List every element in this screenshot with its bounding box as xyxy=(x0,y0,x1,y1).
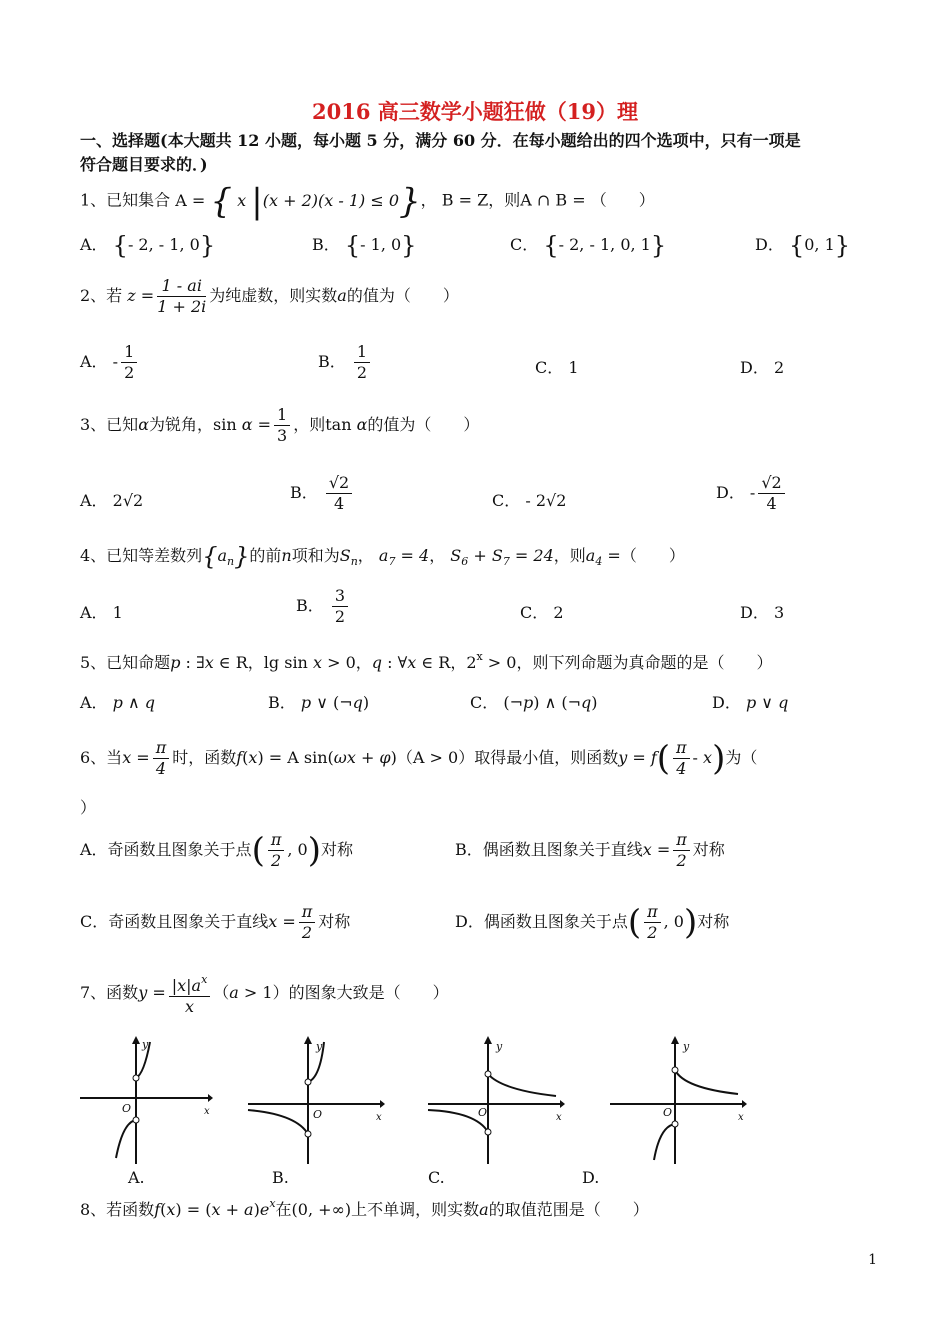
svg-text:O: O xyxy=(313,1108,323,1121)
q2-option-c: C． 1 xyxy=(535,358,579,377)
question-4: 4、已知等差数列$\{a_n\}$的前n项和为$S_n$， $a_7 = 4$， $S_6 + S_7 = 24$，则$a_4$ =（ ） xyxy=(80,542,685,571)
svg-text:y: y xyxy=(316,1040,323,1053)
q3-option-a: A． 2√2 xyxy=(80,491,144,510)
q2-option-b: B． $\frac{1}{2}$ xyxy=(318,342,373,383)
q2-option-d: D． 2 xyxy=(740,358,785,377)
q4-option-a: A． 1 xyxy=(80,603,123,622)
question-2: 2、若 z = $\frac{1 - ai}{1 + 2i}$ 为纯虚数，则实数a的值为（ ） xyxy=(80,276,459,316)
q6-option-b: B．偶函数且图象关于直线x = $\frac{\pi}{2}$ 对称 xyxy=(455,830,725,870)
question-6: 6、当x = $\frac{\pi}{4}$ 时，函数f(x) = A sin(ωx + φ)（A > 0）取得最小值，则函数y = f( $\frac{\pi}{4}$ - x)为（ xyxy=(80,738,758,779)
svg-text:x: x xyxy=(376,1112,382,1123)
section-heading-cont: 符合题目要求的．) xyxy=(80,155,208,174)
question-6-close: ） xyxy=(80,798,97,817)
graph-label-c: C. xyxy=(428,1168,445,1187)
q6-option-c: C．奇函数且图象关于直线x = $\frac{\pi}{2}$ 对称 xyxy=(80,902,351,942)
q4-option-d: D． 3 xyxy=(740,603,785,622)
question-7: 7、函数y = $\frac{|x|a^x}{x}$ （a > 1）的图象大致是（ ） xyxy=(80,970,449,1017)
svg-text:y: y xyxy=(683,1040,690,1053)
svg-text:O: O xyxy=(122,1102,132,1115)
q1-option-a: A． {- 2, - 1, 0} xyxy=(80,231,216,260)
q5-option-c: C． (¬p) ∧ (¬q) xyxy=(470,693,598,712)
q5-option-a: A． p ∧ q xyxy=(80,693,156,712)
q3-option-d: D． - $\frac{√2}{4}$ xyxy=(716,473,788,514)
page-title: 2016 高三数学小题狂做（19）理 xyxy=(312,99,638,124)
question-8: 8、若函数$f(x) = (x + a)e^x$在(0, +∞)上不单调，则实数a的取值范围是（ ） xyxy=(80,1197,649,1219)
q4-option-b: B． $\frac{3}{2}$ xyxy=(296,586,351,627)
question-5: 5、已知命题p : ∃x ∈ R，lg sin x > 0，q : ∀x ∈ R，$2^x > 0$，则下列命题为真命题的是（ ） xyxy=(80,650,773,672)
q5-option-b: B． p ∨ (¬q) xyxy=(268,693,370,712)
question-3: 3、已知α为锐角，sin α = $\frac{1}{3}$ ，则tan α的值为（ ） xyxy=(80,405,480,445)
q2-option-a: A． - $\frac{1}{2}$ xyxy=(80,342,140,383)
graph-label-b: B. xyxy=(272,1168,289,1187)
section-heading: 一、选择题(本大题共 12 小题，每小题 5 分，满分 60 分．在每小题给出的四个选项中，只有一项是 xyxy=(80,131,801,150)
svg-text:O: O xyxy=(478,1106,488,1119)
svg-text:x: x xyxy=(738,1112,744,1123)
q6-option-a: A．奇函数且图象关于点( $\frac{\pi}{2}$ , 0)对称 xyxy=(80,830,353,871)
q3-option-b: B． $\frac{√2}{4}$ xyxy=(290,473,355,514)
svg-text:x: x xyxy=(204,1106,210,1117)
graph-label-a: A. xyxy=(128,1168,145,1187)
q4-option-c: C． 2 xyxy=(520,603,564,622)
q1-option-b: B． {- 1, 0} xyxy=(312,231,417,260)
svg-text:y: y xyxy=(496,1040,503,1053)
graph-label-d: D. xyxy=(582,1168,600,1187)
q5-option-d: D． p ∨ q xyxy=(712,693,789,712)
page-number: 1 xyxy=(868,1252,877,1268)
q6-option-d: D．偶函数且图象关于点( $\frac{\pi}{2}$ , 0)对称 xyxy=(455,902,730,943)
svg-text:x: x xyxy=(556,1112,562,1123)
graph-option-a xyxy=(78,1036,213,1166)
graph-option-c xyxy=(426,1036,566,1166)
q1-option-c: C． {- 2, - 1, 0, 1} xyxy=(510,231,667,260)
q1-option-d: D． {0, 1} xyxy=(755,231,851,260)
graph-option-d xyxy=(608,1036,748,1166)
question-1: 1、已知集合 A = { x |(x + 2)(x - 1) ≤ 0}， B = Z，则A ∩ B = （ ） xyxy=(80,181,655,221)
graph-option-b xyxy=(246,1036,386,1166)
svg-text:y: y xyxy=(142,1038,149,1051)
q3-option-c: C． - 2√2 xyxy=(492,491,567,510)
svg-text:O: O xyxy=(663,1106,673,1119)
